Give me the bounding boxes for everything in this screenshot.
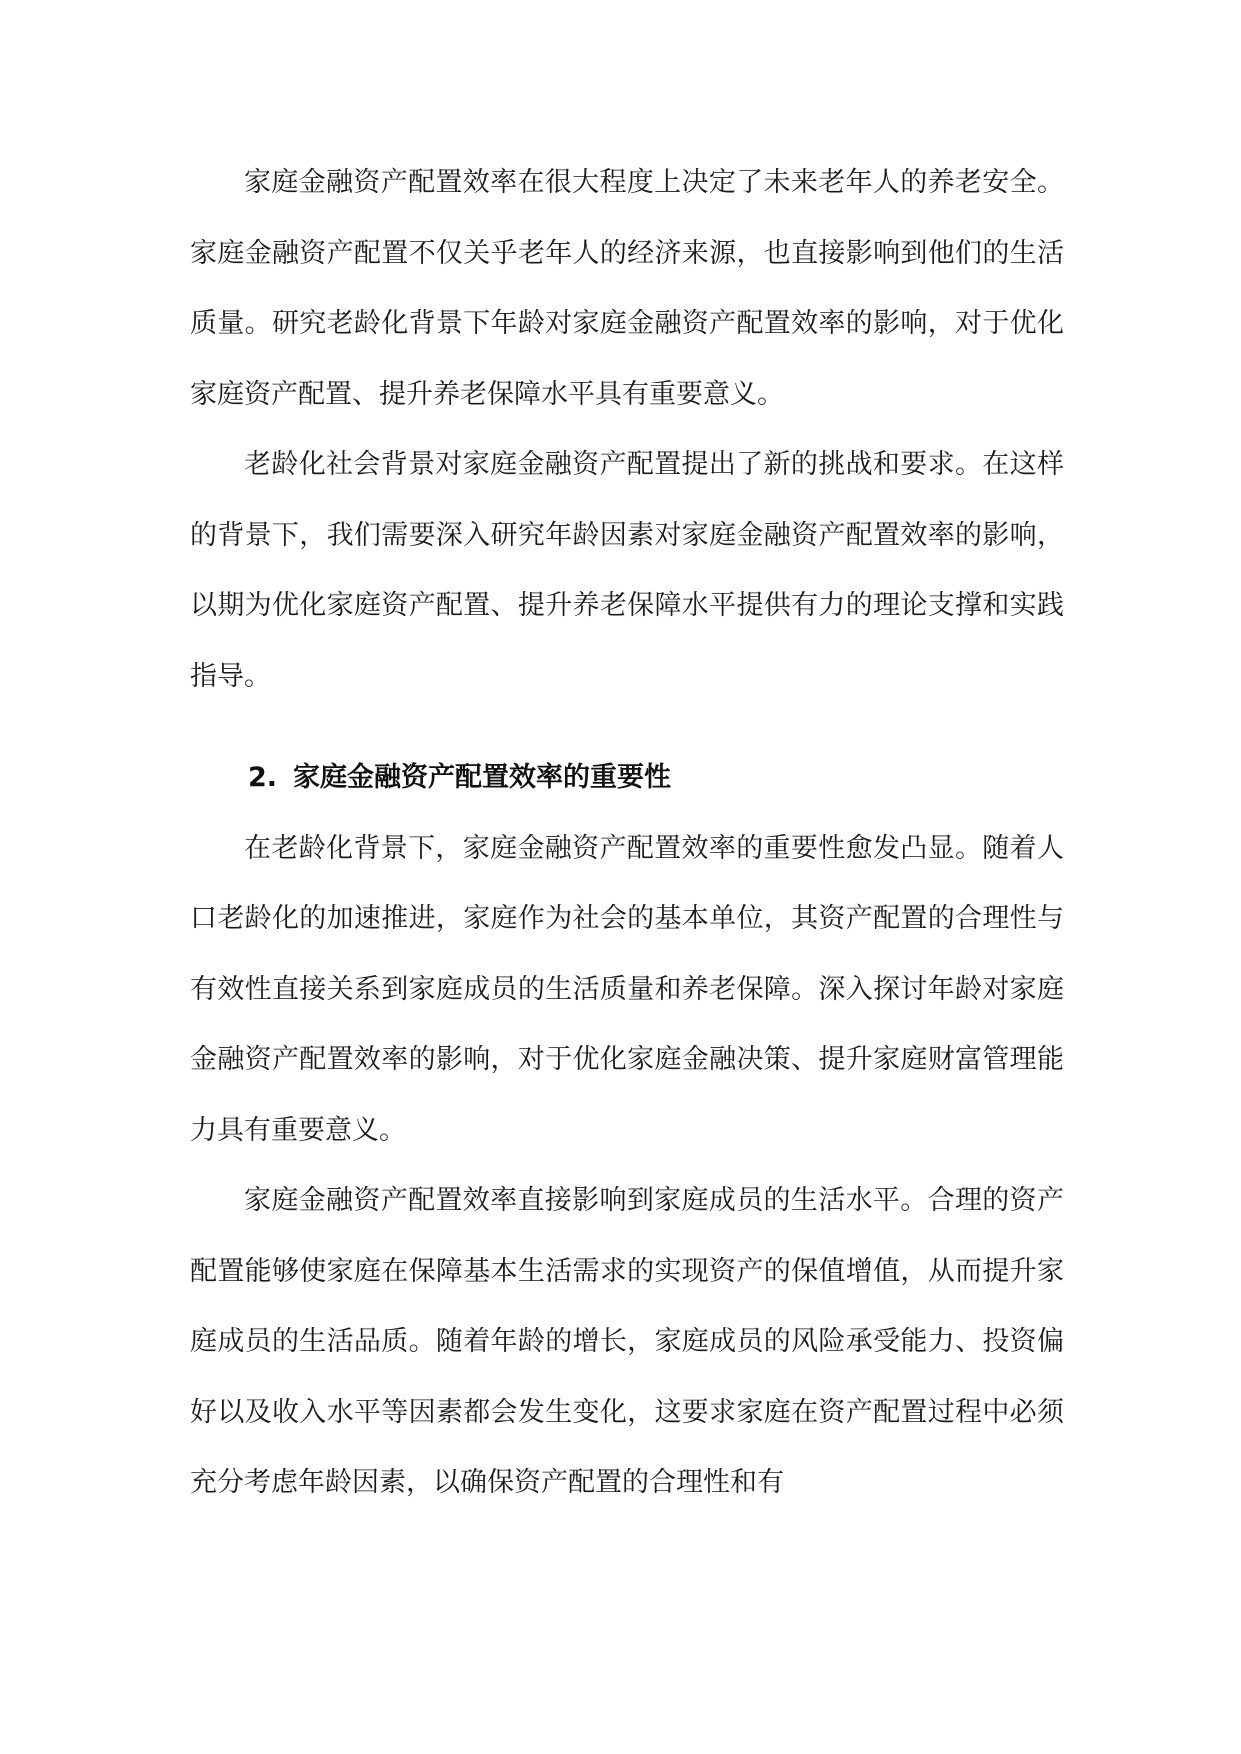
paragraph-2: 老龄化社会背景对家庭金融资产配置提出了新的挑战和要求。在这样的背景下，我们需要深入研究年龄因素对家庭金融资产配置效率的影响，以期为优化家庭资产配置、提升养老保障水平提供有力的理论支撑和实践指导。 bbox=[190, 449, 1064, 692]
section-number: 2. bbox=[248, 762, 278, 793]
paragraph-3: 在老龄化背景下，家庭金融资产配置效率的重要性愈发凸显。随着人口老龄化的加速推进，家庭作为社会的基本单位，其资产配置的合理性与有效性直接关系到家庭成员的生活质量和养老保障。深入探讨年龄对家庭金融资产配置效率的影响，对于优化家庭金融决策、提升家庭财富管理能力具有重要意义。 bbox=[190, 832, 1064, 1146]
section-heading bbox=[190, 743, 1064, 814]
section-title: 家庭金融资产配置效率的重要性 bbox=[293, 762, 672, 793]
paragraph-4: 家庭金融资产配置效率直接影响到家庭成员的生活水平。合理的资产配置能够使家庭在保障基本生活需求的实现资产的保值增值，从而提升家庭成员的生活品质。随着年龄的增长，家庭成员的风险承受能力、投资偏好以及收入水平等因素都会发生变化，这要求家庭在资产配置过程中必须充分考虑年龄因素，以确保资产配置的合理性和有 bbox=[190, 1185, 1064, 1498]
paragraph-1: 家庭金融资产配置效率在很大程度上决定了未来老年人的养老安全。家庭金融资产配置不仅关乎老年人的经济来源，也直接影响到他们的生活质量。研究老龄化背景下年龄对家庭金融资产配置效率的影响，对于优化家庭资产配置、提升养老保障水平具有重要意义。 bbox=[190, 167, 1064, 410]
document-body bbox=[190, 148, 1064, 1519]
